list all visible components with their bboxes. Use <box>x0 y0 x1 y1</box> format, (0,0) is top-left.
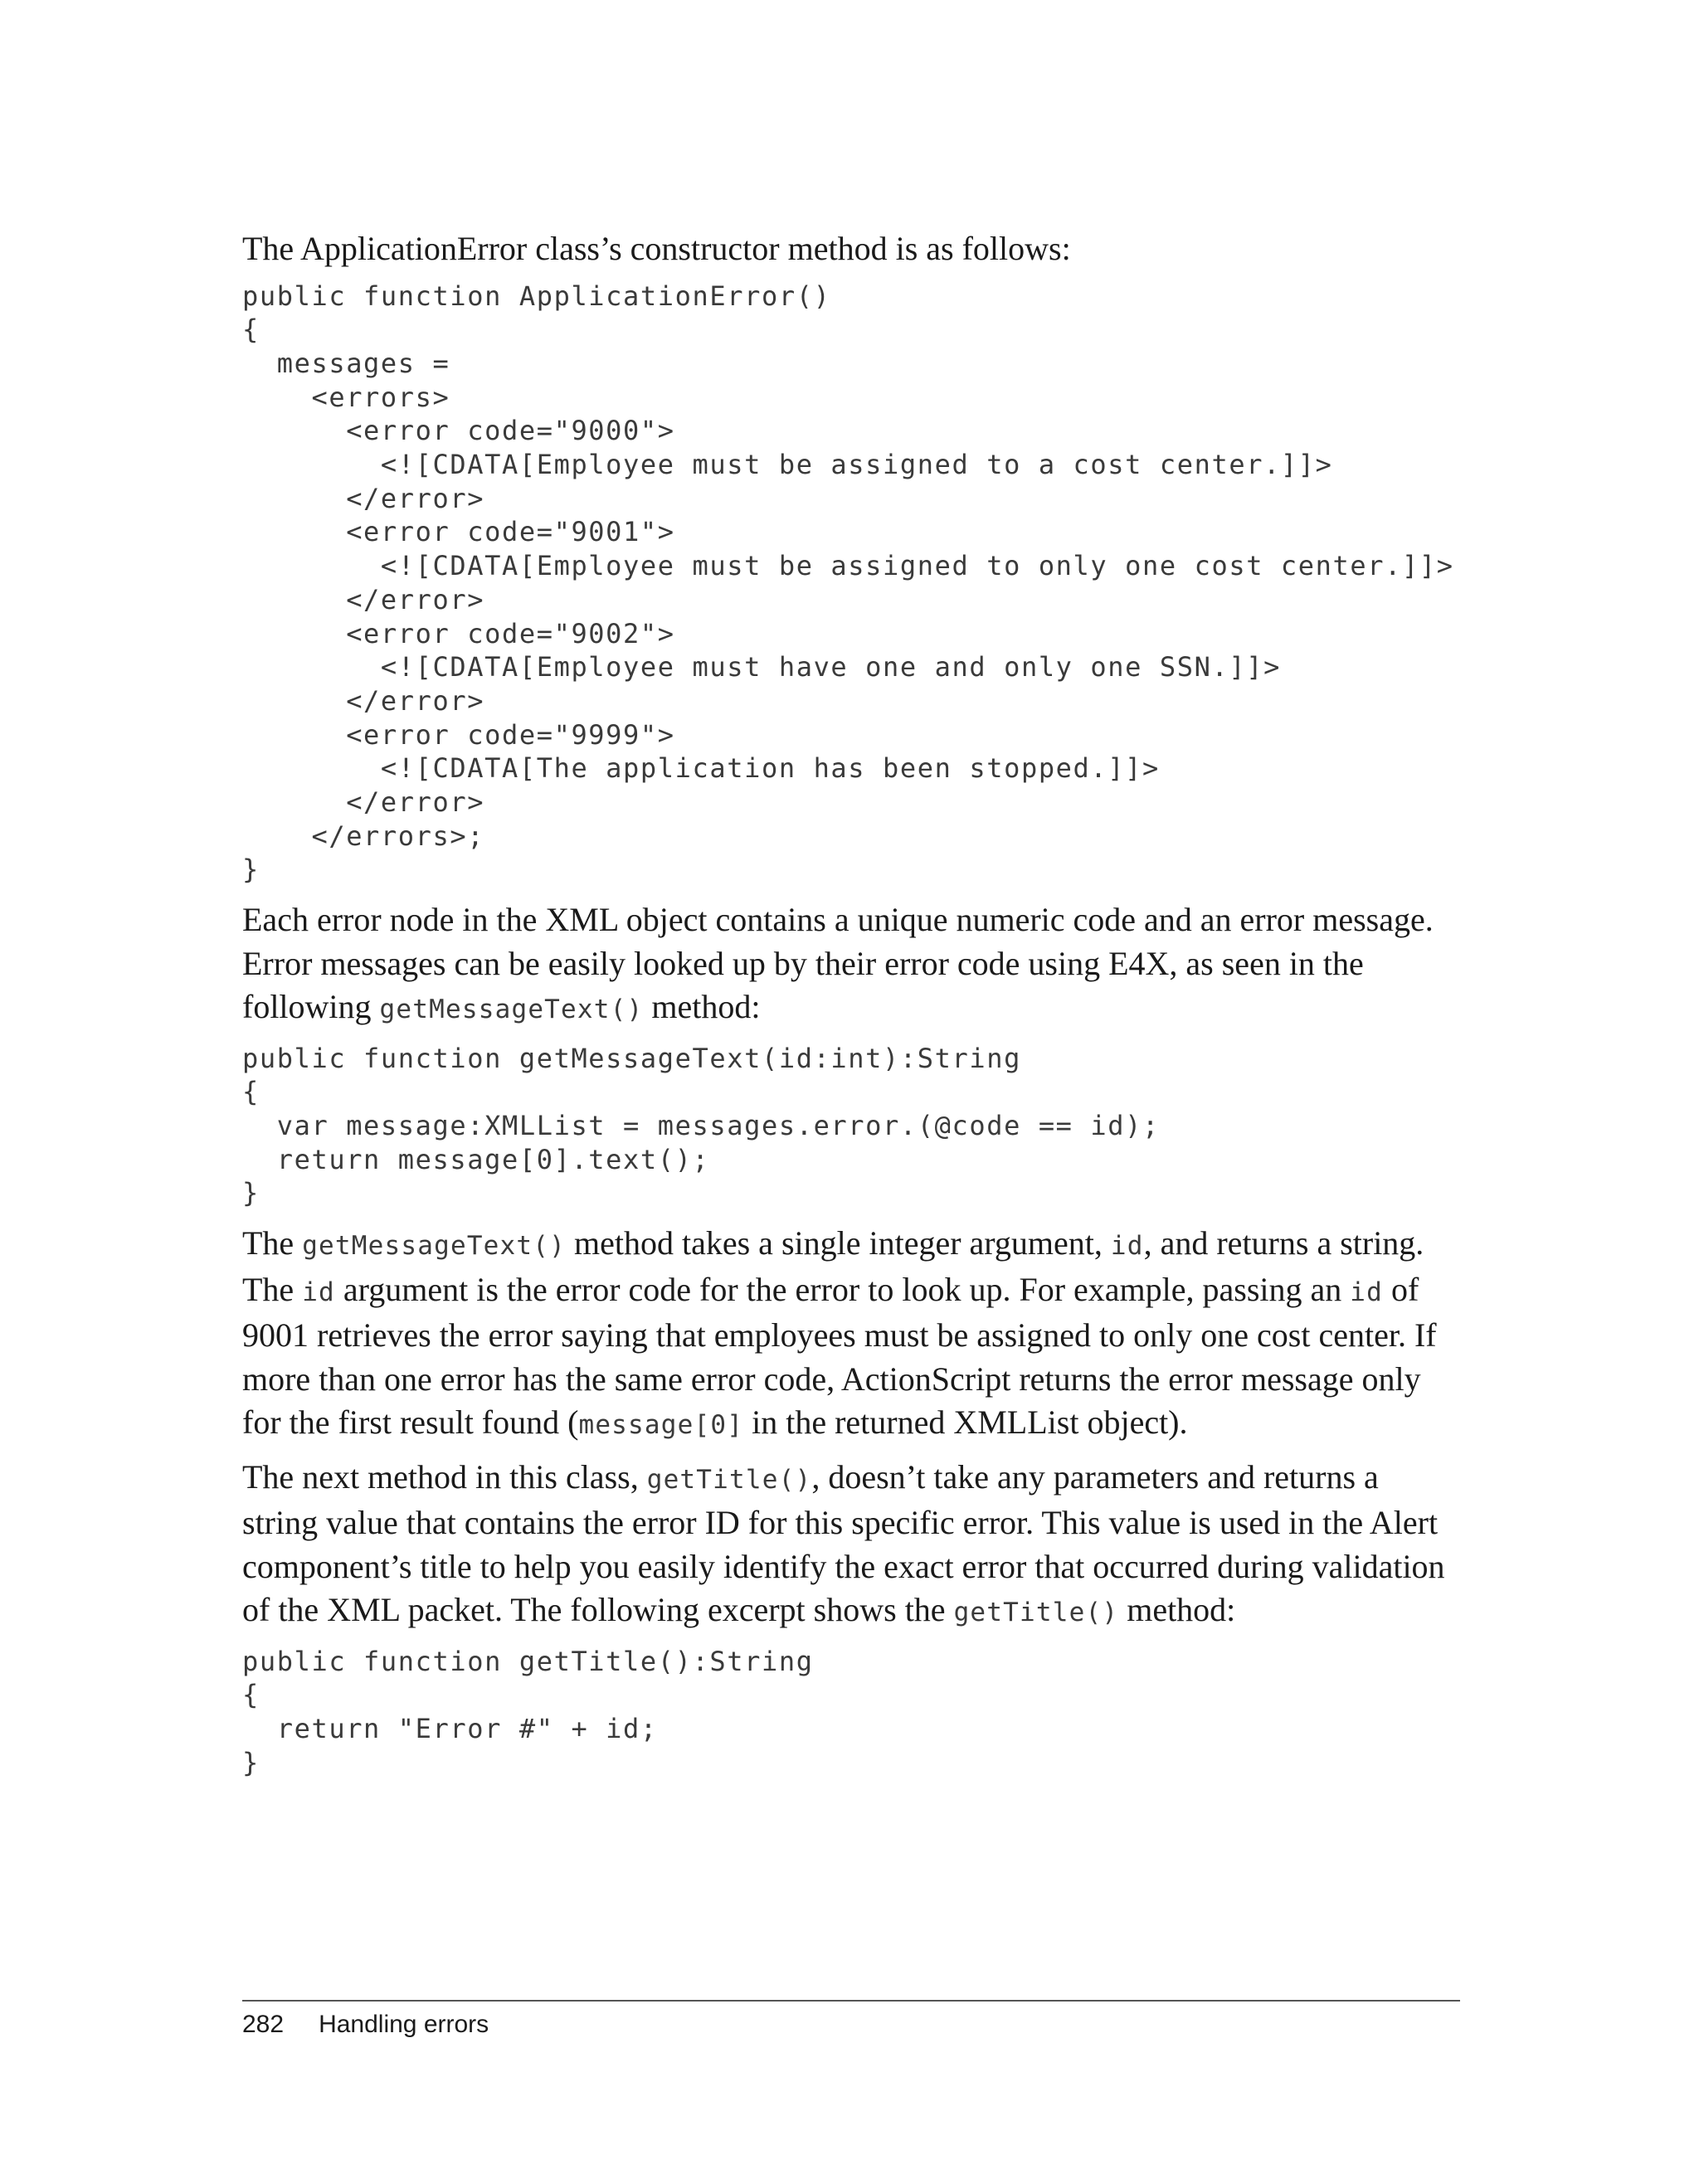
paragraph-text: Each error node in the XML object contains a unique numeric code and an error message. Error messages can be easily looked up by their error code using E4X, as seen in the following <box>242 901 1434 1026</box>
inline-code: getTitle() <box>953 1598 1119 1628</box>
paragraph-text: The next method in this class, <box>242 1457 647 1496</box>
paragraph-error-lookup <box>242 898 1460 1032</box>
inline-code: getMessageText() <box>379 995 644 1025</box>
inline-code: getMessageText() <box>302 1231 567 1262</box>
section-title: Handling errors <box>319 2011 489 2038</box>
inline-code: message[0] <box>578 1410 744 1441</box>
paragraph-text: method: <box>643 988 761 1026</box>
inline-code: id <box>302 1277 335 1307</box>
paragraph-text: method: <box>1118 1591 1236 1629</box>
paragraph-text: , and returns a string. The <box>242 1224 1424 1308</box>
code-block-get-title: public function getTitle():String { return "Error #" + id; } <box>242 1645 814 1778</box>
paragraph-text: The <box>242 1224 303 1262</box>
paragraph-text: in the returned XMLList object). <box>743 1403 1188 1442</box>
inline-code: getTitle() <box>646 1464 812 1495</box>
intro-paragraph: The ApplicationError class’s constructor method is as follows: <box>242 230 1071 267</box>
paragraph-text: of 9001 retrieves the error saying that employees must be assigned to only one cost center. If more than one error has the same error code, ActionScript returns the error message only for the first result found ( <box>242 1270 1437 1442</box>
footer-divider <box>242 2000 1460 2002</box>
paragraph-get-message-text <box>242 1222 1460 1447</box>
code-block-get-message-text: public function getMessageText(id:int):String { var message:XMLList = messages.error.(@code == id); return message[0].text(); } <box>242 1042 1160 1209</box>
paragraph-text: , doesn’t take any parameters and returns a string value that contains the error ID for this specific error. This value is used in the Alert component’s title to help you easily identify the exact error that occurred during validation of the XML packet. The following excerpt shows the <box>242 1457 1445 1629</box>
paragraph-text: argument is the error code for the error to look up. For example, passing an <box>334 1270 1351 1308</box>
inline-code: id <box>1350 1277 1384 1307</box>
paragraph-text: method takes a single integer argument, <box>566 1224 1111 1262</box>
page-footer <box>242 2011 489 2039</box>
page-body <box>242 227 1460 1779</box>
inline-code: id <box>1110 1231 1144 1262</box>
page-number: 282 <box>242 2011 285 2038</box>
code-block-constructor: public function ApplicationError() { messages = <errors> <error code="9000"> <![CDATA[Employee must be assigned to a cost center.]]> </error> <error code="9001"> <![CDATA[Employee must be assigned to only one cost center.]]> </error> <error code="9002"> <![CDATA[Employee must have one and only one SSN.]]> </error> <error code="9999"> <![CDATA[The application has been stopped.]]> </error> </errors>; } <box>242 280 1454 886</box>
paragraph-get-title <box>242 1456 1460 1635</box>
